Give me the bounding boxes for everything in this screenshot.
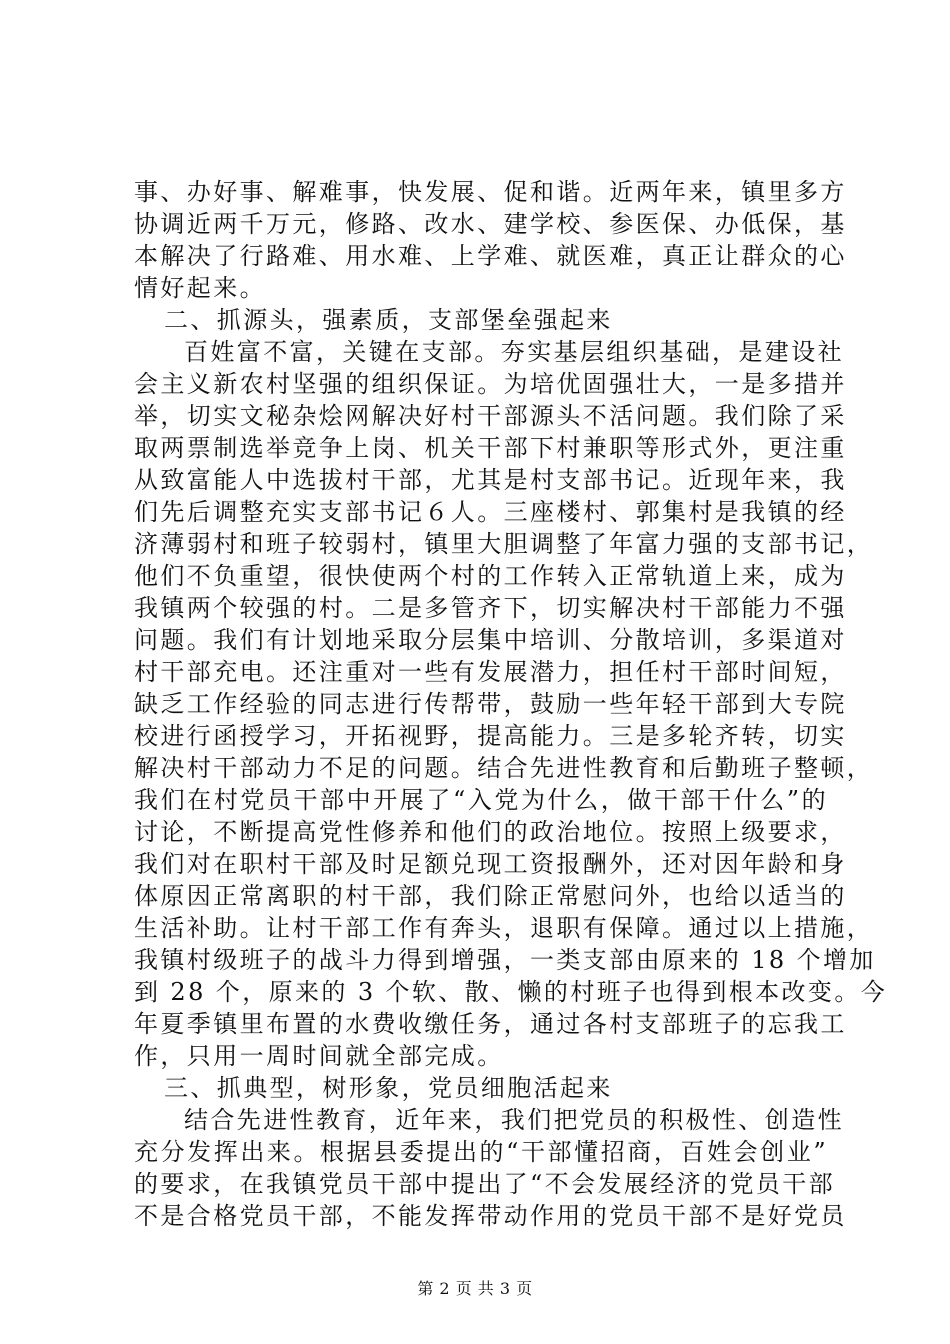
text-line-content: 举，切实文秘杂烩网解决好村干部源头不活问题。我们除了采 — [134, 402, 847, 430]
text-line — [134, 560, 847, 592]
text-line — [134, 368, 847, 400]
text-line-content: 讨论，不断提高党性修养和他们的政治地位。按照上级要求， — [134, 818, 847, 846]
text-line-content: 解决村干部动力不足的问题。结合先进性教育和后勤班子整顿， — [134, 754, 874, 782]
text-line-content: 结合先进性教育，近年来，我们把党员的积极性、创造性 — [184, 1106, 844, 1134]
text-line-content: 他们不负重望，很快使两个村的工作转入正常轨道上来，成为 — [134, 562, 847, 590]
section-heading-3 — [134, 1072, 828, 1104]
text-line-content: 我镇两个较强的村。二是多管齐下，切实解决村干部能力不强 — [134, 594, 847, 622]
text-line — [134, 208, 847, 240]
text-line-content: 事、办好事、解难事，快发展、促和谐。近两年来，镇里多方 — [134, 178, 847, 206]
text-line-content: 我镇村级班子的战斗力得到增强，一类支部由原来的 18 个增加 — [134, 946, 876, 974]
section-heading-2 — [134, 304, 828, 336]
text-line-content: 取两票制选举竞争上岗、机关干部下村兼职等形式外，更注重 — [134, 434, 847, 462]
text-line — [134, 496, 847, 528]
text-line — [134, 720, 847, 752]
text-line-content: 协调近两千万元，修路、改水、建学校、参医保、办低保，基 — [134, 210, 847, 238]
text-line-content: 缺乏工作经验的同志进行传帮带，鼓励一些年轻干部到大专院 — [134, 690, 847, 718]
text-line — [134, 592, 847, 624]
section-heading-text: 二、抓源头，强素质，支部堡垒强起来 — [164, 306, 613, 334]
text-line-content: 本解决了行路难、用水难、上学难、就医难，真正让群众的心 — [134, 242, 847, 270]
text-line — [134, 784, 828, 816]
text-line-content: 我们在村党员干部中开展了“入党为什么，做干部干什么”的 — [134, 786, 828, 814]
text-line — [134, 176, 847, 208]
text-line — [134, 1040, 828, 1072]
text-line — [134, 1168, 836, 1200]
paragraph-first-line — [134, 336, 844, 368]
text-line — [134, 688, 847, 720]
text-line-content: 体原因正常离职的村干部，我们除正常慰问外，也给以适当的 — [134, 882, 847, 910]
text-line-content: 问题。我们有计划地采取分层集中培训、分散培训，多渠道对 — [134, 626, 847, 654]
text-line-content: 的要求，在我镇党员干部中提出了“不会发展经济的党员干部 — [134, 1170, 836, 1198]
text-line-content: 从致富能人中选拔村干部，尤其是村支部书记。近现年来，我 — [134, 466, 847, 494]
text-line — [134, 624, 847, 656]
text-line-content: 们先后调整充实支部书记６人。三座楼村、郭集村是我镇的经 — [134, 498, 847, 526]
text-line — [134, 528, 874, 560]
text-line-content: 我们对在职村干部及时足额兑现工资报酬外，还对因年龄和身 — [134, 850, 847, 878]
text-line-content: 情好起来。 — [134, 274, 266, 302]
text-line — [134, 1008, 847, 1040]
text-line-content: 校进行函授学习，开拓视野，提高能力。三是多轮齐转，切实 — [134, 722, 847, 750]
text-line-content: 会主义新农村坚强的组织保证。为培优固强壮大，一是多措并 — [134, 370, 847, 398]
text-line — [134, 400, 847, 432]
text-line — [134, 240, 847, 272]
text-line — [134, 816, 847, 848]
text-line — [134, 272, 828, 304]
text-line — [134, 432, 847, 464]
text-line — [134, 912, 874, 944]
page-footer: 第 2 页 共 3 页 — [417, 1279, 533, 1298]
text-line-content: 到 28 个，原来的 3 个软、散、懒的村班子也得到根本改变。今 — [134, 978, 888, 1006]
text-line — [134, 848, 847, 880]
text-line — [134, 976, 888, 1008]
section-heading-text: 三、抓典型，树形象，党员细胞活起来 — [164, 1074, 613, 1102]
text-line — [134, 656, 847, 688]
text-line-content: 不是合格党员干部，不能发挥带动作用的党员干部不是好党员 — [134, 1202, 847, 1230]
text-line-content: 年夏季镇里布置的水费收缴任务，通过各村支部班子的忘我工 — [134, 1010, 847, 1038]
text-line-content: 作，只用一周时间就全部完成。 — [134, 1042, 504, 1070]
text-line — [134, 752, 874, 784]
text-line — [134, 1136, 828, 1168]
text-line — [134, 880, 847, 912]
text-line-content: 生活补助。让村干部工作有奔头，退职有保障。通过以上措施， — [134, 914, 874, 942]
text-line-content: 充分发挥出来。根据县委提出的“干部懂招商，百姓会创业” — [134, 1138, 828, 1166]
paragraph-first-line — [134, 1104, 844, 1136]
text-line-content: 百姓富不富，关键在支部。夯实基层组织基础，是建设社 — [184, 338, 844, 366]
text-line — [134, 944, 876, 976]
text-line — [134, 464, 847, 496]
document-body — [134, 176, 888, 1232]
text-line-content: 济薄弱村和班子较弱村，镇里大胆调整了年富力强的支部书记， — [134, 530, 874, 558]
text-line — [134, 1200, 847, 1232]
text-line-content: 村干部充电。还注重对一些有发展潜力，担任村干部时间短， — [134, 658, 847, 686]
